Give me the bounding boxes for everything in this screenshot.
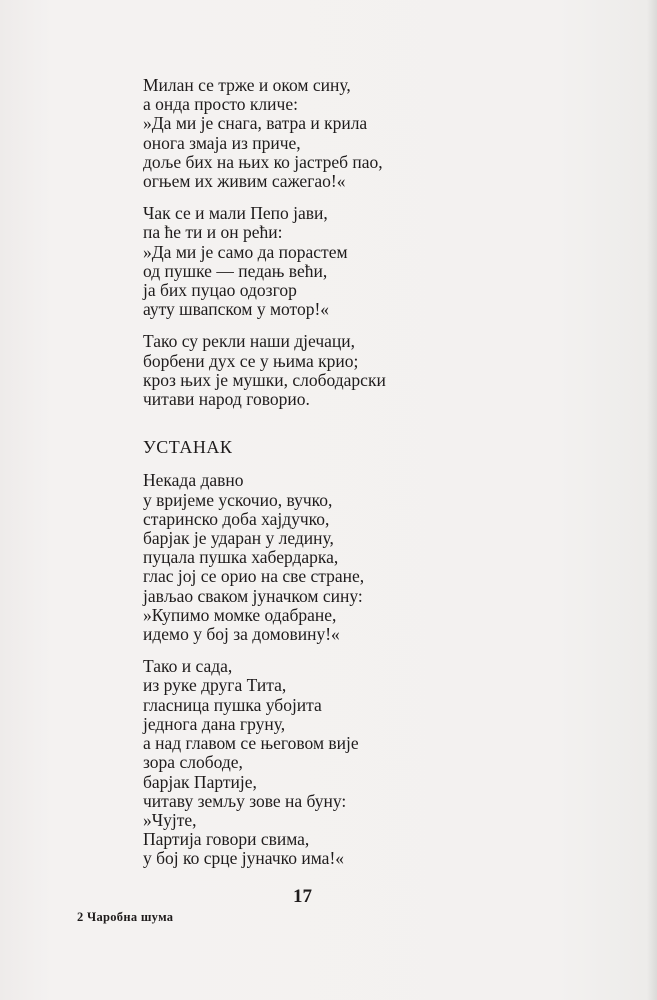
poem-line: онога змаја из приче,: [143, 132, 301, 153]
poem-line: зора слободе,: [143, 752, 243, 773]
poem-line: пуцала пушка хабердарка,: [143, 547, 339, 568]
poem-line: једнога дана груну,: [143, 713, 286, 734]
poem-line: Некада давно: [143, 470, 244, 491]
poem-line: борбени дух се у њима крио;: [143, 350, 359, 371]
poem-line: читави народ говорио.: [143, 389, 310, 410]
poem-line: барјак је ударан у ледину,: [143, 528, 334, 549]
poem-line: Чак се и мали Пепо јави,: [143, 203, 328, 224]
poem-line: из руке друга Тита,: [143, 675, 287, 696]
stanza: [143, 471, 523, 644]
poem-title: УСТАНАК: [143, 437, 233, 458]
page-number: 17: [293, 886, 312, 907]
poem-line: гласница пушка убојита: [143, 694, 322, 715]
poem-line: »Да ми је снага, ватра и крила: [143, 113, 368, 134]
poem-line: па ће ти и он рећи:: [143, 222, 283, 243]
stanzas-before-title: [143, 76, 523, 409]
poem-line: а над главом се његовом вије: [143, 733, 359, 754]
poem-line: Милан се трже и оком сину,: [143, 75, 351, 95]
poem-line: јављао сваком јуначком сину:: [143, 585, 363, 606]
poem-line: Тако и сада,: [143, 656, 233, 677]
poem-line: доље бих на њих ко јастреб пао,: [143, 151, 383, 172]
poem-line: а онда просто кличе:: [143, 94, 298, 115]
poem-line: у бој ко срце јуначко има!«: [143, 848, 345, 869]
stanzas-after-title: [143, 471, 523, 868]
stanza: [143, 204, 523, 319]
poem-text-block: [143, 76, 523, 869]
poem-line: у вријеме ускочио, вучко,: [143, 489, 333, 510]
poem-line: читаву земљу зове на буну:: [143, 790, 347, 811]
poem-line: кроз њих је мушки, слободарски: [143, 369, 386, 390]
poem-line: ја бих пуцао одозгор: [143, 280, 297, 301]
poem-line: идемо у бој за домовину!«: [143, 624, 340, 645]
stanza: [143, 76, 523, 191]
stanza: [143, 332, 523, 409]
poem-line: Партија говори свима,: [143, 829, 310, 850]
poem-line: барјак Партије,: [143, 771, 257, 792]
poem-line: глас јој се орио на све стране,: [143, 566, 365, 587]
poem-line: Тако су рекли наши дјечаци,: [143, 331, 356, 352]
poem-line: од пушке — педањ већи,: [143, 260, 328, 281]
poem-line: »Купимо момке одабране,: [143, 604, 337, 625]
poem-line: »Чујте,: [143, 809, 197, 830]
poem-line: ауту швапском у мотор!«: [143, 299, 330, 320]
poem-line: »Да ми је само да порастем: [143, 241, 348, 262]
page-edge-shadow: [647, 0, 657, 1000]
printer-signature: 2 Чаробна шума: [77, 910, 174, 924]
poem-line: огњем их живим сажегао!«: [143, 171, 346, 192]
poem-line: старинско доба хајдучко,: [143, 508, 330, 529]
stanza: [143, 657, 523, 868]
